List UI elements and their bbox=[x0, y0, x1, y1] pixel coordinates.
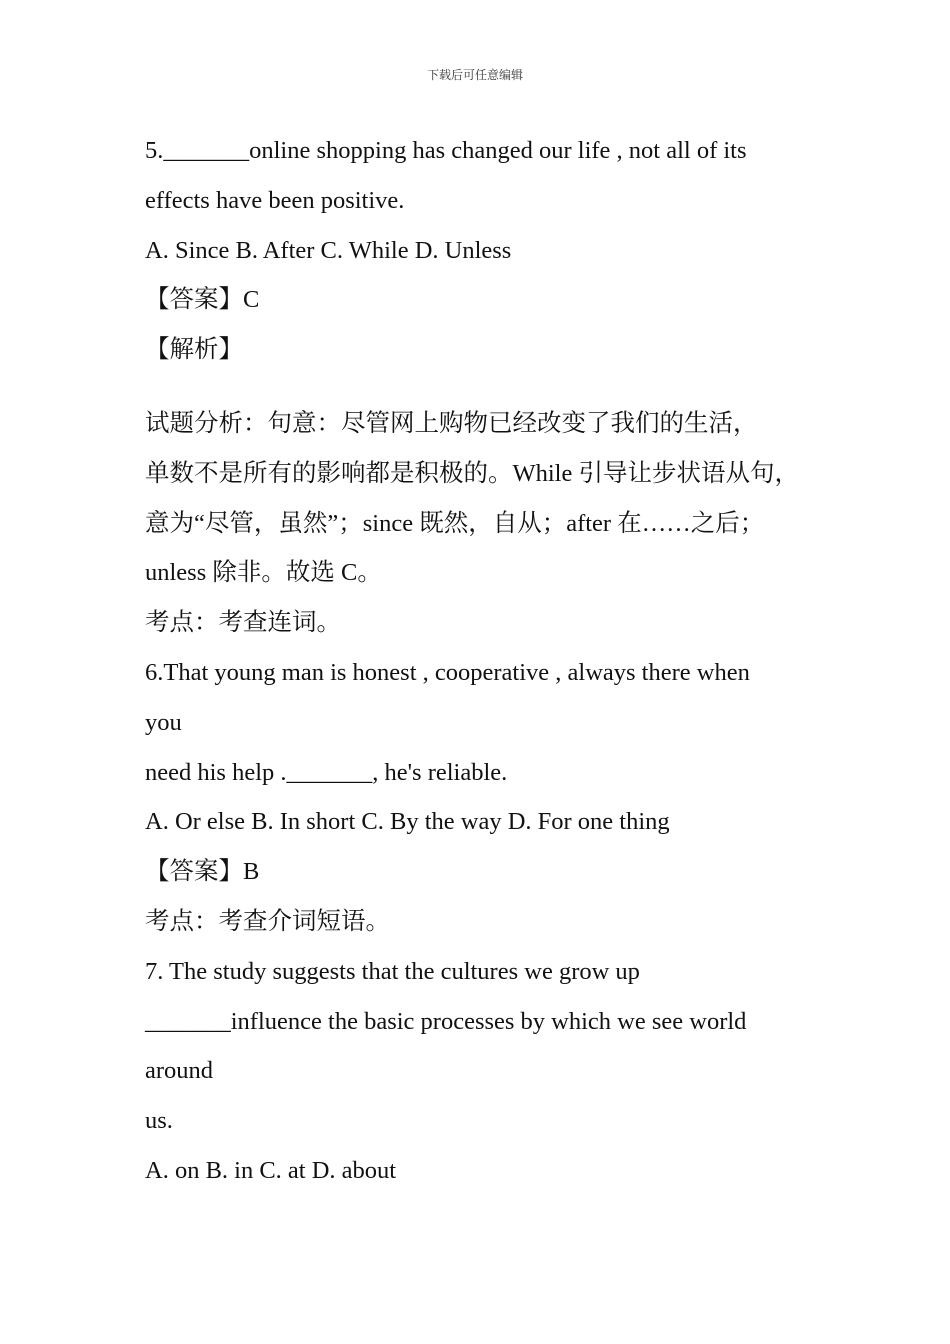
q5-answer: 【答案】C bbox=[145, 286, 260, 314]
q6-stem-line-2: you bbox=[145, 708, 182, 736]
document-body bbox=[145, 126, 825, 1196]
q7-stem-line-1: 7. The study suggests that the cultures we grow up bbox=[145, 957, 640, 985]
q5-analysis-line-1: 试题分析：句意：尽管网上购物已经改变了我们的生活， bbox=[145, 409, 758, 437]
q7-stem-line-2: _______influence the basic processes by which we see world bbox=[145, 1007, 747, 1035]
q7-stem-line-4: us. bbox=[145, 1107, 173, 1135]
q5-analysis-heading: 【解析】 bbox=[145, 336, 243, 364]
paragraph-gap bbox=[145, 375, 825, 399]
q6-options: A. Or else B. In short C. By the way D. For one thing bbox=[145, 808, 670, 836]
q6-answer: 【答案】B bbox=[145, 858, 260, 886]
q5-stem-line-1: 5._______online shopping has changed our life , not all of its bbox=[145, 137, 747, 164]
q5-key-point: 考点：考查连词。 bbox=[145, 609, 341, 637]
q6-stem-line-3: need his help ._______, he's reliable. bbox=[145, 758, 508, 786]
q5-stem-line-2: effects have been positive. bbox=[145, 186, 405, 214]
q5-analysis-line-3: 意为“尽管，虽然”；since 既然，自从；after 在……之后； bbox=[145, 509, 765, 537]
q5-analysis-line-2: 单数不是所有的影响都是积极的。While 引导让步状语从句， bbox=[145, 459, 799, 487]
q5-analysis-line-4: unless 除非。故选 C。 bbox=[145, 559, 382, 587]
q7-options: A. on B. in C. at D. about bbox=[145, 1156, 397, 1184]
q6-stem-line-1: 6.That young man is honest , cooperative , always there when bbox=[145, 658, 750, 686]
q7-stem-line-3: around bbox=[145, 1057, 214, 1085]
q5-options: A. Since B. After C. While D. Unless bbox=[145, 236, 512, 264]
q6-key-point: 考点：考查介词短语。 bbox=[145, 907, 390, 935]
page-header: 下载后可任意编辑 bbox=[426, 68, 523, 82]
